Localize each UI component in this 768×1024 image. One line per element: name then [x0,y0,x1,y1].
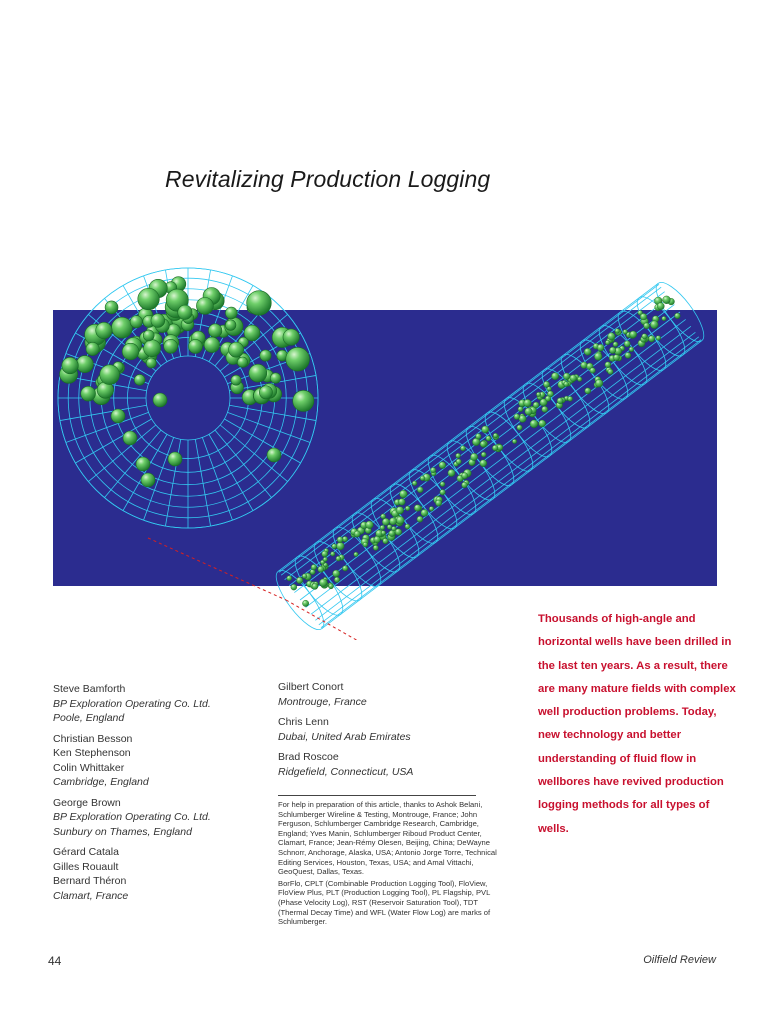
bubble [642,334,648,340]
bubble [563,373,570,380]
bubble [249,364,267,382]
bubble [512,439,516,443]
author-name: Ken Stephenson [53,747,131,759]
bubble [302,574,307,579]
author-name: Gilbert Conort [278,681,344,693]
author-group [278,680,413,709]
bubble [648,336,654,342]
bubble [396,507,404,515]
bubble [590,368,596,374]
author-location: Montrouge, France [278,695,367,708]
bubble [581,362,588,369]
author-affiliation: BP Exploration Operating Co. Ltd. [53,811,211,823]
bubble [208,324,222,338]
bubble [486,436,491,441]
bubble [476,434,482,440]
author-name: Chris Lenn [278,716,329,728]
bubble [225,307,237,319]
bubble [663,296,671,304]
pull-quote: Thousands of high-angle and horizontal wells have been drilled in the last ten years. As a result, there are many mature fields with complex well production problems. Today, new technology and better understanding of fluid flow in wellbores have revived production logging methods for all types of wells. [538,613,736,835]
bubble [389,530,395,536]
bubble [492,445,498,451]
bubble [533,402,539,408]
bubble [196,297,213,314]
bubble [493,433,498,438]
bubble [564,382,569,387]
bubble [136,457,150,471]
bubble [168,452,182,466]
footnote-thanks: For help in preparation of this article, thanks to Ashok Belani, Schlumberger Wireline & Testing, Montrouge, France; John Ferguson, Schlumberger Cambridge Research, Cambridge, England; Yves Manin, Schlumberger Riboud Product Center, Clamart, France; Jean-Rémy Olesen, Beijing, China; DeWayne Schnorr, Anchorage, Alaska, USA; Antonio Jorge Torre, Technical Editing Services, Houston, Texas, USA; and Amal Vittachi, GeoQuest, Dallas, Texas. [278,800,497,877]
authors-middle [278,680,413,785]
author-location: Ridgefield, Connecticut, USA [278,765,414,778]
bubble [381,531,386,536]
bubble [417,487,423,493]
footnote-rule [278,795,476,796]
bubble [164,339,178,353]
bubble [630,331,637,338]
bubble [383,538,389,544]
bubble [318,566,324,572]
bubble [178,305,192,319]
bubble [153,393,167,407]
bubble [283,329,299,345]
bubble [629,347,634,352]
bubble [247,291,272,316]
bubble [421,509,428,516]
bubble [644,323,650,329]
author-location: Dubai, United Arab Emirates [278,730,411,743]
bubble [640,313,647,320]
bubble [605,362,611,368]
bubble [519,415,526,422]
bubble [613,354,619,360]
bubble [543,381,549,387]
bubble [112,317,133,338]
author-name: Gérard Catala [53,846,119,858]
bubble [609,347,616,354]
bubble [334,577,340,583]
bubble [429,506,434,511]
bubble [259,386,272,399]
bubble [260,350,271,361]
author-group [53,682,211,726]
bubble [144,340,161,357]
bubble [482,426,489,433]
bubble [387,525,392,530]
author-location: Cambridge, England [53,776,149,788]
bubble [570,375,577,382]
bubble [624,341,630,347]
bubble [615,329,620,334]
bubble [420,476,425,481]
author-group [53,796,211,840]
wellbore-illustration [0,260,768,640]
bubble [542,406,548,412]
authors-left [53,682,211,909]
bubble [584,348,591,355]
bubble [225,320,236,331]
bubble [319,579,327,587]
footnote-trademarks: BorFlo, CPLT (Combinable Production Logging Tool), FloView, FloView Plus, PLT (Production Logging Tool), PL Flagship, PVL (Phase Velocity Log), RST (Reservoir Saturation Tool), TDT (Thermal Decay Time) and WFL (Water Flow Log) are marks of Schlumberger. [278,878,491,927]
bubble [597,344,604,351]
author-group [278,750,413,779]
bubble [76,356,93,373]
bubble [456,453,461,458]
bubble [395,529,402,536]
bubble [662,316,666,320]
bubble [594,353,602,361]
bubble [595,379,603,387]
author-location: Poole, England [53,712,125,724]
bubble [336,542,344,550]
bubble [380,525,385,530]
bubble [151,314,165,328]
bubble [536,392,540,396]
bubble [105,301,118,314]
bubble [625,352,631,358]
bubble [312,583,318,589]
bubble [354,552,359,557]
bubble [440,489,446,495]
footnote [278,800,498,929]
author-name: Colin Whittaker [53,761,125,774]
bubble [96,322,112,338]
bubble [363,542,368,547]
bubble [405,524,410,529]
journal-name: Oilfield Review [643,954,716,966]
bubble [62,357,78,373]
bubble [336,556,341,561]
bubble [396,516,404,524]
bubble [608,333,616,341]
bubble [332,544,337,549]
bubble [605,340,610,345]
bubble [291,584,297,590]
bubble [557,398,563,404]
bubble [311,564,317,570]
bubble [439,462,446,469]
bubble [342,566,348,572]
bubble [470,453,477,460]
bubble [518,407,523,412]
bubble [81,386,96,401]
bubble [551,373,558,380]
bubble [382,518,389,525]
bubble [86,342,99,355]
author-affiliation: BP Exploration Operating Co. Ltd. [53,697,211,710]
bubble [460,446,465,451]
bubble [608,369,614,375]
bubble [322,551,328,557]
bubble [585,388,591,394]
bubble [328,584,333,589]
author-name: Gilles Rouault [53,860,119,873]
bubble [657,303,664,310]
bubble [545,396,551,402]
bubble [323,557,327,561]
bubble [389,518,396,525]
bubble [514,414,520,420]
bubble [204,337,219,352]
bubble [138,288,160,310]
article-title: Revitalizing Production Logging [165,166,491,192]
bubble [188,339,202,353]
bubble [122,343,139,360]
bubble [143,330,154,341]
author-group [278,715,413,744]
bubble [405,506,410,511]
bubble [354,531,360,537]
bubble [414,505,421,512]
bubble [517,425,522,430]
bubble [656,336,661,341]
author-location: Sunbury on Thames, England [53,825,192,838]
author-group [53,732,211,790]
bubble [293,390,314,411]
bubble [613,342,618,347]
bubble [337,537,343,543]
bubble [430,467,435,472]
bubble [130,316,142,328]
bubble [461,473,467,479]
bubble [333,570,340,577]
bubble [480,460,487,467]
bubble [650,321,658,329]
bubble [302,600,308,606]
bubble [111,409,125,423]
author-name: Brad Roscoe [278,751,339,763]
bubble [417,516,423,522]
page-number: 44 [48,954,62,968]
bubble [123,431,137,445]
bubble [366,521,374,529]
bubble [374,536,381,543]
bubble [448,469,455,476]
bubble [568,396,573,401]
bubble [462,482,468,488]
bubble [456,459,461,464]
bubble [267,448,281,462]
bubble [270,373,281,384]
bubble [530,420,538,428]
author-name: Christian Besson [53,732,133,745]
bubble [381,514,386,519]
author-name: George Brown [53,796,121,809]
bubble [481,452,486,457]
bubble [373,545,378,550]
bubble [577,377,582,382]
author-location: Clamart, France [53,889,129,902]
bubble [525,408,532,415]
bubble [146,358,156,368]
bubble [440,482,445,487]
bubble [286,347,310,371]
bubble [287,576,292,581]
author-name: Bernard Théron [53,875,127,887]
bubble [435,500,441,506]
bubble [675,313,681,319]
bubble [480,441,486,447]
bubble [412,481,417,486]
bubble [231,375,241,385]
bubble [398,498,405,505]
bubble [229,342,244,357]
author-group [53,845,211,903]
bubble [623,330,628,335]
bubble [330,552,334,556]
bubble [134,374,145,385]
author-name: Steve Bamforth [53,683,126,695]
bubble [141,473,155,487]
bubble [539,420,546,427]
bubble [237,357,247,367]
bubble [100,365,120,385]
bubble [524,399,532,407]
bubble [296,577,303,584]
bubble [400,490,408,498]
